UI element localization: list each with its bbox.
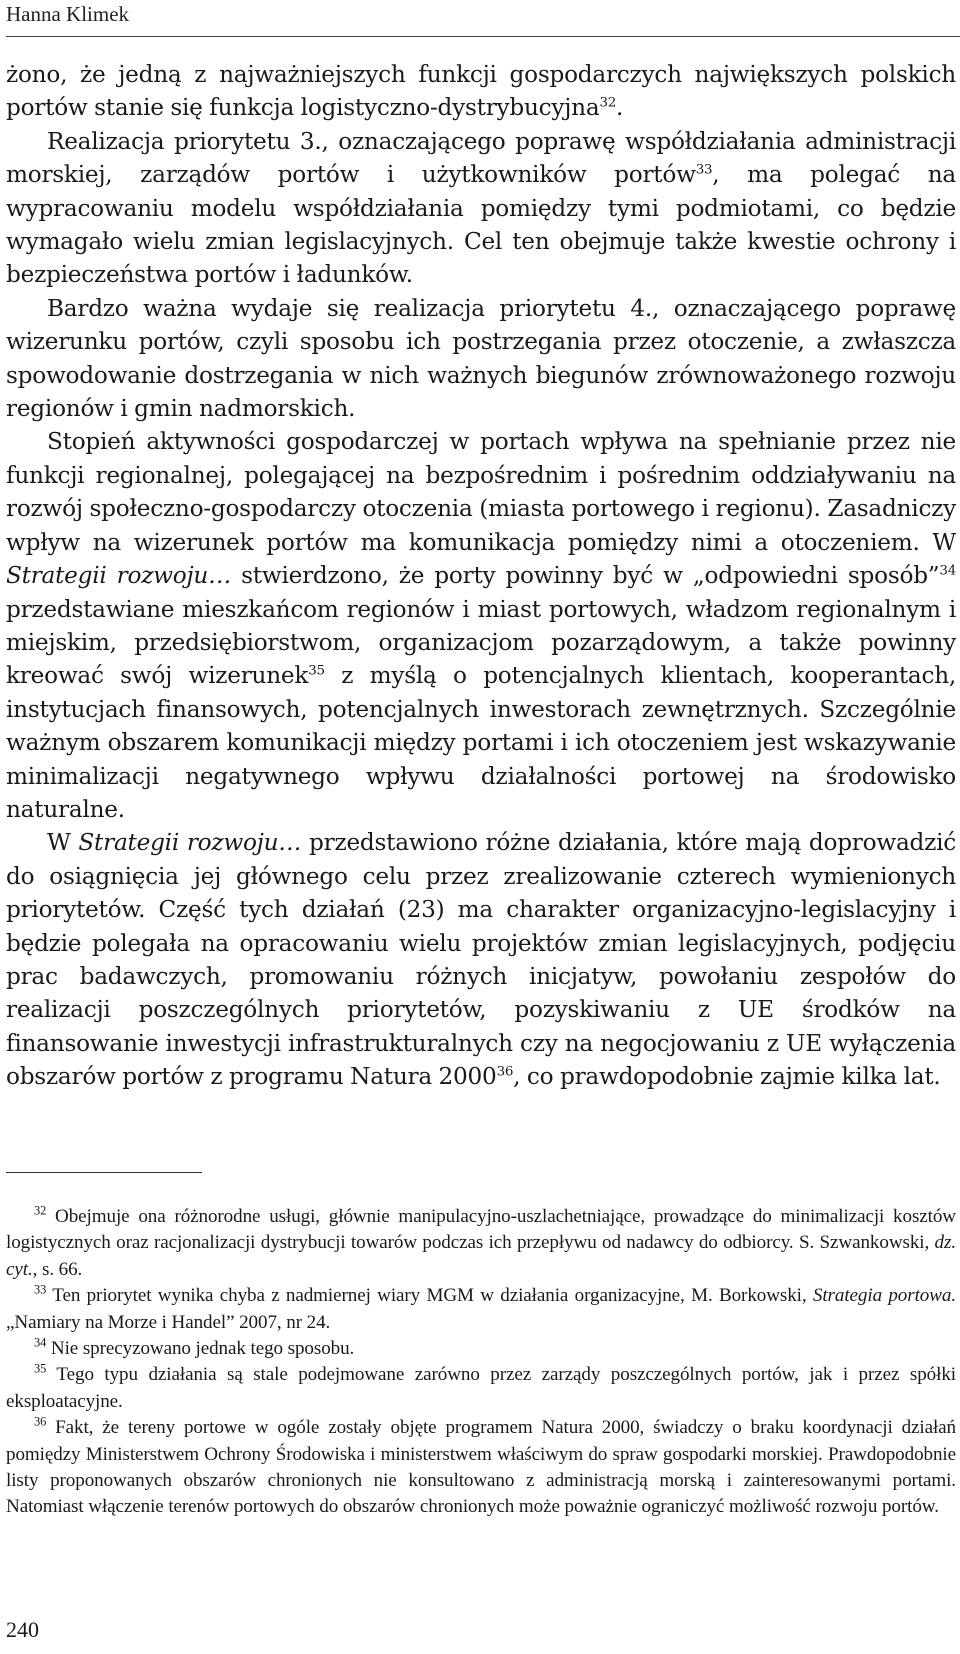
footnotes <box>6 1204 956 1521</box>
footnote <box>6 1336 956 1362</box>
paragraph <box>6 58 956 125</box>
text-run: przedstawiono różne działania, które mają doprowadzić do osiągnięcia jej głównego celu przez zrealizowanie czterech wymienionych priorytetów. Część tych działań (23) ma charakter organizacyjno-legislacyjny i będzie polegała na opracowaniu wielu projektów zmian legislacyjnych, podjęciu prac badawczych, promowaniu różnych inicjatyw, powołaniu zespołów do realizacji poszczególnych priorytetów, pozyskiwaniu z UE środków na finansowanie inwestycji infrastrukturalnych czy na negocjowaniu z UE wyłączenia obszarów portów z programu Natura 2000 <box>6 829 956 1091</box>
footnote-reference: 34 <box>939 563 956 579</box>
text-run: , s. 66. <box>32 1258 83 1280</box>
body-text <box>6 58 956 1094</box>
footnote <box>6 1415 956 1521</box>
text-run: Bardzo ważna wydaje się realizacja priorytetu 4., oznaczającego poprawę wizerunku portów, czyli sposobu ich postrzegania przez otoczenie, a zwłaszcza spowodowanie dostrzegania w nich ważnych biegunów zrównoważonego rozwoju regionów i gmin nadmorskich. <box>6 294 956 423</box>
text-run: W <box>47 829 79 857</box>
footnote <box>6 1204 956 1283</box>
paragraph <box>6 826 956 1093</box>
footnote-reference: 35 <box>308 663 325 679</box>
text-run: , co prawdopodobnie zajmie kilka lat. <box>513 1063 941 1091</box>
italic-text: Strategii rozwoju… <box>78 829 302 857</box>
text-run: . <box>616 94 624 122</box>
text-run: stwierdzono, że porty powinny być w „odpowiedni sposób” <box>231 562 940 590</box>
text-run: „Namiary na Morze i Handel” 2007, nr 24. <box>6 1311 331 1333</box>
paragraph <box>6 125 956 292</box>
italic-text: Strategii rozwoju… <box>6 562 232 590</box>
footnote-reference: 35 <box>34 1362 47 1377</box>
text-run: z myślą o potencjalnych klientach, kooperantach, instytucjach finansowych, potencjalnych inwestorach zewnętrznych. Szczególnie ważnym obszarem komunikacji między portami i ich otoczeniem jest wskazywanie minimalizacji negatywnego wpływu działalności portowej na środowisko naturalne. <box>6 662 957 823</box>
text-run: Ten priorytet wynika chyba z nadmiernej wiary MGM w działania organizacyjne, M. Borkowski, <box>46 1285 813 1307</box>
text-run: Fakt, że tereny portowe w ogóle zostały objęte programem Natura 2000, świadczy o braku koordynacji działań pomiędzy Ministerstwem Ochrony Środowiska i ministerstwem właściwym do spraw gospodarki morskiej. Prawdopodobnie listy proponowanych obszarów chronionych nie konsultowano z administracją morską i zainteresowanymi portami. Natomiast włączenie terenów portowych do obszarów chronionych może poważnie ograniczyć możliwość rozwoju portów. <box>6 1417 956 1518</box>
italic-text: dz. cyt. <box>6 1232 956 1280</box>
footnote-reference: 33 <box>34 1282 47 1297</box>
page-number: 240 <box>6 1617 39 1642</box>
paragraph <box>6 292 956 426</box>
text-run: przedstawiane mieszkańcom regionów i miast portowych, władzom regionalnym i miejskim, przedsiębiorstwom, organizacjom pozarządowym, a także powinny kreować swój wizerunek <box>6 595 956 690</box>
running-header: Hanna Klimek <box>6 2 130 26</box>
footnote-separator <box>6 1172 202 1173</box>
italic-text: Strategia portowa. <box>812 1285 956 1307</box>
footnote-reference: 33 <box>695 162 713 178</box>
footnote-reference: 36 <box>34 1414 47 1429</box>
footnote-reference: 34 <box>34 1335 47 1350</box>
text-run: Stopień aktywności gospodarczej w portach wpływa na spełnianie przez nie funkcji regionalnej, polegającej na bezpośrednim i pośrednim oddziaływaniu na rozwój społeczno-gospodarczy otoczenia (miasta portowego i regionu). Zasadniczy wpływ na wizerunek portów ma komunikacja pomiędzy nimi a otoczeniem. W <box>6 428 956 556</box>
text-run: Obejmuje ona różnorodne usługi, głównie manipulacyjno-uszlachetniające, prowadzące do minimalizacji kosztów logistycznych oraz racjonalizacji dystrybucji towarów podczas ich przepływu od nadawcy do odbiorcy. S. Szwankowski, <box>6 1206 956 1254</box>
text-run: , ma polegać na wypracowaniu modelu współdziałania pomiędzy tymi podmiotami, co będzie wymagało wielu zmian legislacyjnych. Cel ten obejmuje także kwestie ochrony i bezpieczeństwa portów i ładunków. <box>6 161 956 289</box>
footnote-reference: 36 <box>496 1064 514 1080</box>
text-run: Realizacja priorytetu 3., oznaczającego poprawę współdziałania administracji morskiej, zarządów portów i użytkowników portów <box>6 127 956 189</box>
footnote <box>6 1362 956 1415</box>
footnote-reference: 32 <box>599 95 617 111</box>
footnote-reference: 32 <box>34 1203 47 1218</box>
text-run: Tego typu działania są stale podejmowane zarówno przez zarządy poszczególnych portów, jak i przez spółki eksploatacyjne. <box>6 1364 956 1412</box>
text-run: żono, że jedną z najważniejszych funkcji gospodarczych największych polskich portów stanie się funkcja logistyczno-dystrybucyjna <box>6 61 956 122</box>
text-run: Nie sprecyzowano jednak tego sposobu. <box>46 1338 355 1360</box>
header-rule <box>6 36 960 37</box>
footnote <box>6 1283 956 1336</box>
paragraph <box>6 425 956 826</box>
